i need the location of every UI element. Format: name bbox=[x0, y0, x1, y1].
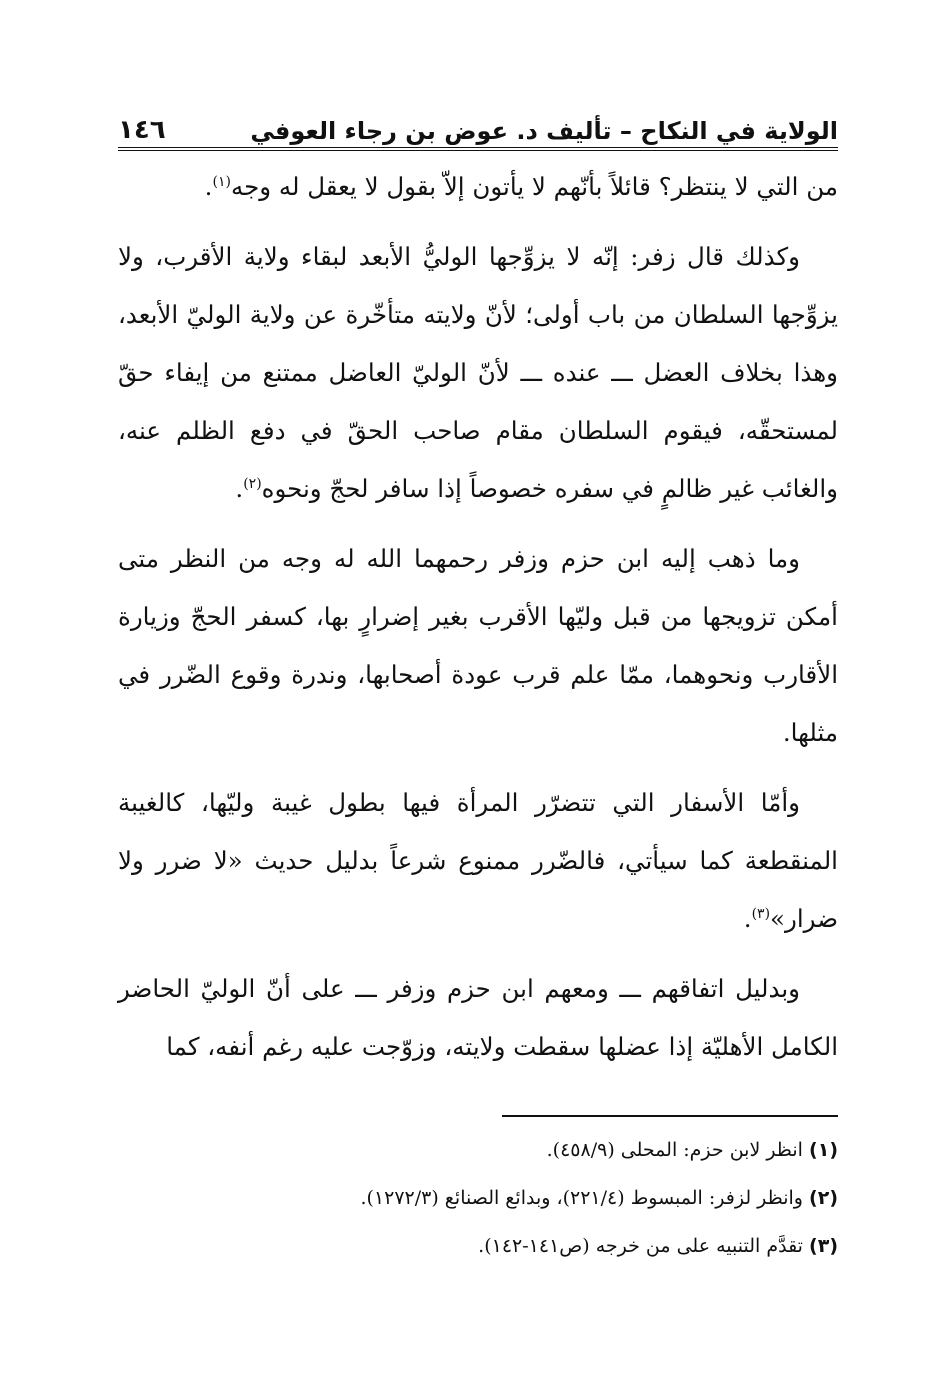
running-header bbox=[118, 103, 838, 145]
paragraph-4: وأمّا الأسفار التي تتضرّر المرأة فيها بطول غيبة وليّها، كالغيبة المنقطعة كما سيأتي، فالضّرر ممنوع شرعاً بدليل حديث «لا ضرر ولا ضرار»$^{(٣)}$. bbox=[118, 788, 838, 933]
page-number: ١٤٦ bbox=[118, 115, 166, 145]
footnote-number: (٣) bbox=[809, 1235, 838, 1257]
footnote-number: (١) bbox=[809, 1139, 838, 1161]
footnote-ref-3[interactable]: (٣) bbox=[751, 905, 771, 922]
footnote-separator bbox=[502, 1115, 838, 1117]
header-rule bbox=[118, 147, 838, 151]
book-title: الولاية في النكاح – تأليف د. عوض بن رجاء العوفي bbox=[250, 117, 838, 145]
footnote-number: (٢) bbox=[809, 1187, 838, 1209]
main-text bbox=[118, 158, 838, 1088]
footnote-3: (٣) تقدَّم التنبيه على من خرجه (ص١٤١-١٤٢). bbox=[478, 1235, 838, 1257]
paragraph-1: من التي لا ينتظر؟ قائلاً بأنّهم لا يأتون إلاّ بقول لا يعقل له وجه$^{(١)}$. bbox=[204, 172, 838, 201]
footnote-1: (١) انظر لابن حزم: المحلى (٤٥٨/٩). bbox=[546, 1139, 838, 1161]
footnote-2: (٢) وانظر لزفر: المبسوط (٢٢١/٤)، وبدائع الصنائع (١٢٧٢/٣). bbox=[360, 1187, 838, 1209]
paragraph-5: وبدليل اتفاقهم ـــ ومعهم ابن حزم وزفر ـــ على أنّ الوليّ الحاضر الكامل الأهليّة إذا عضلها سقطت ولايته، وزوّجت عليه رغم أنفه، كما bbox=[118, 974, 838, 1061]
footnotes bbox=[118, 1126, 838, 1270]
paragraph-2: وكذلك قال زفر: إنّه لا يزوِّجها الوليُّ الأبعد لبقاء ولاية الأقرب، ولا يزوِّجها السلطان من باب أولى؛ لأنّ ولايته متأخّرة عن ولاية الوليّ الأبعد، وهذا بخلاف العضل ـــ عنده ـــ لأنّ الوليّ العاضل ممتنع من إيفاء حقّ لمستحقّه، فيقوم السلطان مقام صاحب الحقّ في دفع الظلم عنه، والغائب غير ظالمٍ في سفره خصوصاً إذا سافر لحجّ ونحوه$^{(٢)}$. bbox=[118, 242, 838, 503]
paragraph-3: وما ذهب إليه ابن حزم وزفر رحمهما الله له وجه من النظر متى أمكن تزويجها من قبل وليّها الأقرب بغير إضرارٍ بها، كسفر الحجّ وزيارة الأقارب ونحوهما، ممّا علم قرب عودة أصحابها، وندرة وقوع الضّرر في مثلها. bbox=[118, 544, 838, 747]
footnote-ref-2[interactable]: (٢) bbox=[243, 475, 262, 492]
footnote-ref-1[interactable]: (١) bbox=[212, 173, 231, 190]
